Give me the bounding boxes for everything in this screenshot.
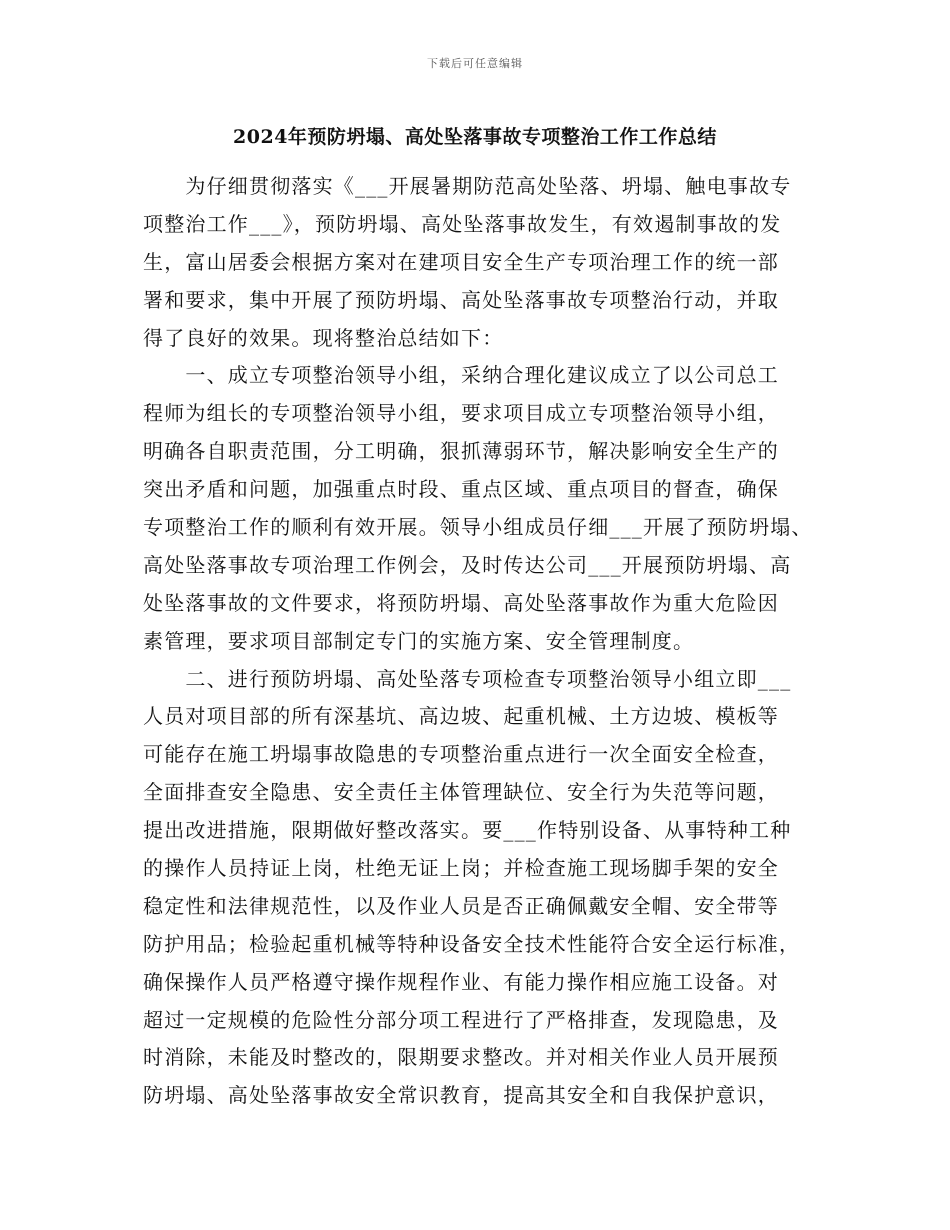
body-line: 素管理，要求项目部制定专门的实施方案、安全管理制度。: [143, 628, 695, 653]
body-line: 可能存在施工坍塌事故隐患的专项整治重点进行一次全面安全检查，: [143, 742, 779, 767]
body-line: 明确各自职责范围，分工明确，狠抓薄弱环节，解决影响安全生产的: [143, 439, 779, 464]
body-line: 程师为组长的专项整治领导小组，要求项目成立专项整治领导小组，: [143, 401, 779, 426]
document-title: 2024年预防坍塌、高处坠落事故专项整治工作工作总结: [233, 126, 717, 148]
body-line: 专项整治工作的顺利有效开展。领导小组成员仔细___开展了预防坍塌、: [143, 515, 813, 540]
body-line: 提出改进措施，限期做好整改落实。要___作特别设备、从事特种工种: [143, 818, 792, 843]
body-line: 时消除，未能及时整改的，限期要求整改。并对相关作业人员开展预: [143, 1045, 779, 1070]
body-line: 二、进行预防坍塌、高处坠落专项检查专项整治领导小组立即___: [143, 666, 792, 691]
body-line: 超过一定规模的危险性分部分项工程进行了严格排查，发现隐患，及: [143, 1007, 779, 1032]
body-line: 处坠落事故的文件要求，将预防坍塌、高处坠落事故作为重大危险因: [143, 590, 779, 615]
page-header-note: 下载后可任意编辑: [427, 57, 523, 70]
body-line: 全面排查安全隐患、安全责任主体管理缺位、安全行为失范等问题，: [143, 780, 779, 805]
body-line: 突出矛盾和问题，加强重点时段、重点区域、重点项目的督查，确保: [143, 477, 779, 502]
body-line: 稳定性和法律规范性，以及作业人员是否正确佩戴安全帽、安全带等: [143, 893, 779, 918]
document-body: [143, 168, 811, 1115]
body-line: 确保操作人员严格遵守操作规程作业、有能力操作相应施工设备。对: [143, 969, 779, 994]
body-line: 生，富山居委会根据方案对在建项目安全生产专项治理工作的统一部: [143, 249, 779, 274]
body-line: 项整治工作___》，预防坍塌、高处坠落事故发生，有效遏制事故的发: [143, 211, 782, 236]
body-line: 防护用品；检验起重机械等特种设备安全技术性能符合安全运行标准，: [143, 931, 801, 956]
body-line: 得了良好的效果。现将整治总结如下：: [143, 325, 504, 350]
body-line: 防坍塌、高处坠落事故安全常识教育，提高其安全和自我保护意识，: [143, 1083, 779, 1108]
body-line: 高处坠落事故专项治理工作例会，及时传达公司___开展预防坍塌、高: [143, 552, 792, 577]
body-line: 人员对项目部的所有深基坑、高边坡、起重机械、土方边坡、模板等: [143, 704, 779, 729]
body-line: 署和要求，集中开展了预防坍塌、高处坠落事故专项整治行动，并取: [143, 287, 779, 312]
body-line: 的操作人员持证上岗，杜绝无证上岗；并检查施工现场脚手架的安全: [143, 856, 779, 881]
body-line: 一、成立专项整治领导小组，采纳合理化建议成立了以公司总工: [143, 363, 779, 388]
body-line: 为仔细贯彻落实《___开展暑期防范高处坠落、坍塌、触电事故专: [143, 174, 792, 198]
